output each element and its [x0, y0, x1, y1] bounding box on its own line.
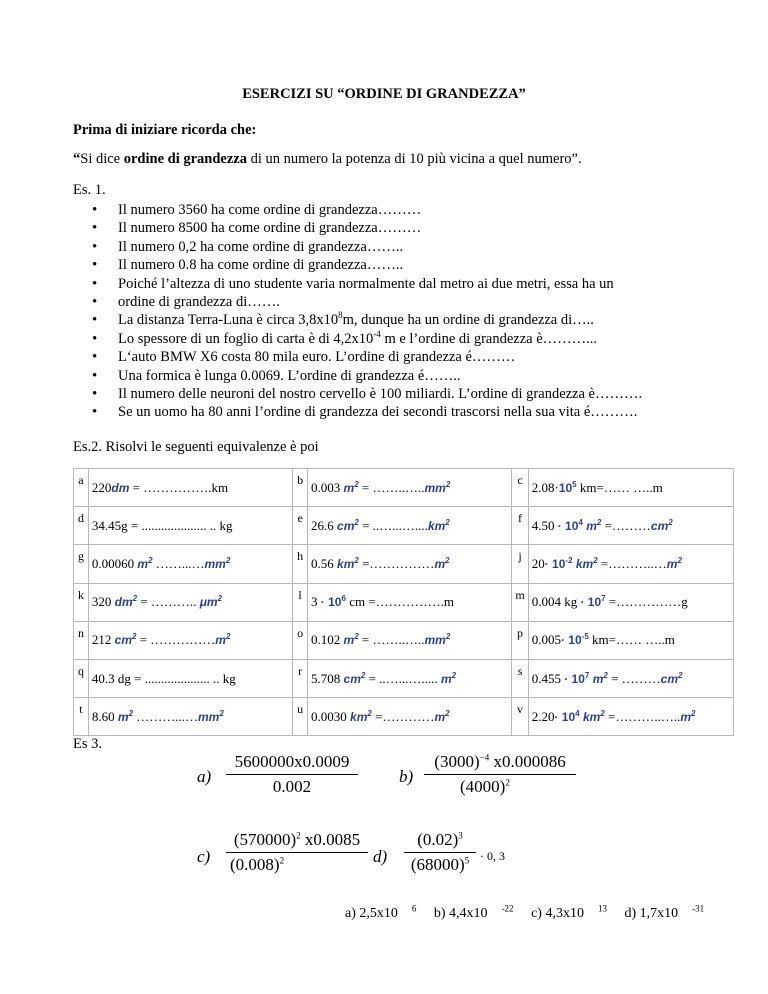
fraction-bar — [226, 852, 368, 853]
expr-b-den-exp: 2 — [505, 777, 510, 788]
eq-unit: $km^2$ — [427, 517, 450, 533]
eq-text: = ……..….. — [358, 479, 425, 495]
exercise-letter: m — [512, 583, 528, 621]
definition-text — [73, 151, 582, 168]
expr-a-letter: a) — [197, 767, 212, 786]
exercise-cell — [88, 469, 292, 507]
exercise-cell — [88, 583, 292, 621]
eq-power: · $10^7$ — [580, 594, 606, 610]
eq-unit: $m^2$ — [137, 555, 153, 571]
expr-d-fraction — [404, 830, 476, 875]
eq-text: 212 — [91, 632, 115, 648]
exercise-letter: k — [74, 583, 89, 621]
exercise-cell — [308, 698, 512, 736]
table-row — [74, 621, 734, 659]
item-text: m e l’ordine di grandezza è………... — [380, 330, 598, 347]
definition-post: di un numero la potenza di 10 più vicina a quel numero”. — [247, 151, 582, 167]
eq-power: · $10^6$ — [320, 594, 346, 610]
fraction-bar — [404, 852, 476, 853]
eq-unit: $mm^2$ — [198, 708, 224, 724]
eq-text: km=…… …..m — [576, 479, 663, 495]
eq-unit: $km^2$ — [350, 708, 372, 724]
eq-text: cm =…………….m — [345, 594, 455, 610]
answer-c — [531, 903, 607, 921]
eq-text: 0.004 kg — [531, 594, 581, 610]
exercise-letter: v — [512, 698, 528, 736]
exercise-letter: t — [74, 698, 89, 736]
list-item: • ordine di grandezza di……. — [90, 293, 642, 311]
expr-d-numerator — [404, 830, 476, 850]
list-item: • Il numero 8500 ha come ordine di grandezza……… — [90, 219, 642, 237]
expr-a-numerator: 5600000x0.0009 — [234, 752, 350, 771]
eq-unit: $m^2$ — [666, 555, 682, 571]
eq-text: km=…… …..m — [588, 632, 675, 648]
exercise-cell — [308, 621, 512, 659]
eq-text: = ……….. — [137, 594, 200, 610]
exercise-letter: p — [512, 621, 528, 659]
exercise-letter: g — [74, 545, 89, 583]
exercise-cell — [528, 621, 733, 659]
definition-term: ordine di grandezza — [123, 151, 247, 167]
es2-label: Es.2. Risolvi le seguenti equivalenze è poi — [73, 439, 319, 455]
exercise-cell — [528, 545, 733, 583]
eq-text: 0.0030 — [311, 708, 351, 724]
eq-text: 0.003 — [311, 479, 344, 495]
es3-label: Es 3. — [73, 736, 102, 752]
eq-text: =………..… — [597, 555, 667, 571]
eq-unit: $m^2$ — [680, 708, 696, 724]
eq-unit: $m^2$ — [582, 517, 602, 533]
exercise-cell — [88, 545, 292, 583]
expr-c-denominator — [226, 855, 368, 875]
answer-exponent: -22 — [501, 903, 514, 914]
exercise-cell — [528, 698, 733, 736]
eq-unit: $\mu m^2$ — [199, 594, 223, 610]
exercise-letter: d — [74, 507, 89, 545]
eq-text: ………...… — [133, 708, 199, 724]
expr-b-num-base: (3000) — [434, 752, 480, 771]
eq-unit: $km^2$ — [579, 708, 605, 724]
item-text: Lo spessore di un foglio di carta è di 4,2x10 — [118, 330, 374, 347]
answer-exponent: -31 — [692, 903, 705, 914]
expr-c-num-base: (570000) — [233, 830, 297, 849]
eq-unit: $km^2$ — [337, 555, 359, 571]
exercise-letter: c — [512, 469, 528, 507]
eq-text: 3 — [311, 594, 321, 610]
expr-d-denominator — [404, 855, 476, 875]
eq-unit: dm — [111, 480, 130, 495]
exercise-letter: a — [74, 469, 89, 507]
list-item — [90, 330, 642, 348]
expr-c-numerator — [226, 830, 368, 850]
exercise-letter: u — [293, 698, 308, 736]
exercise-letter: n — [74, 621, 89, 659]
eq-unit: $dm^2$ — [114, 594, 138, 610]
item-exponent: 8 — [338, 310, 343, 321]
expr-c-fraction — [226, 830, 368, 875]
eq-unit: $cm^2$ — [337, 517, 359, 533]
eq-unit: $mm^2$ — [204, 555, 231, 571]
eq-unit: $km^2$ — [572, 555, 598, 571]
answer-text: c) 4,3x10 — [531, 906, 584, 921]
eq-unit: $m^2$ — [343, 632, 359, 648]
exercise-cell — [308, 469, 512, 507]
eq-unit: $cm^2$ — [660, 670, 683, 686]
eq-unit: $m^2$ — [343, 479, 359, 495]
eq-text: =……… — [601, 517, 651, 533]
answer-text: a) 2,5x10 — [345, 906, 398, 921]
exercise-letter: e — [293, 507, 308, 545]
table-row — [74, 545, 734, 583]
eq-text: 0.102 — [311, 632, 344, 648]
eq-text: =……………g — [605, 594, 688, 610]
exercise-letter: o — [293, 621, 308, 659]
exercise-letter: h — [293, 545, 308, 583]
table-row — [74, 698, 734, 736]
exercise-letter: s — [512, 659, 528, 697]
item-text: m, dunque ha un ordine di grandezza di….. — [342, 312, 594, 329]
expr-b-num-rest: x0.000086 — [489, 752, 566, 771]
eq-unit: $m^2$ — [215, 632, 231, 648]
exercise-cell — [528, 583, 733, 621]
exercise-cell — [88, 621, 292, 659]
expr-a-denominator: 0.002 — [272, 777, 312, 796]
expr-c-num-rest: x0.0085 — [300, 830, 361, 849]
exercise-cell — [528, 469, 733, 507]
expr-c-den-exp: 2 — [279, 855, 285, 866]
exercise-letter: l — [293, 583, 308, 621]
expr-a-fraction — [226, 752, 358, 797]
exercise-cell — [308, 545, 512, 583]
table-row — [74, 469, 734, 507]
answers-line — [345, 903, 718, 922]
expr-b-numerator — [424, 752, 576, 772]
eq-text: 4.50 — [531, 517, 558, 533]
eq-text: = ……..….. — [358, 632, 425, 648]
eq-unit: $cm^2$ — [114, 632, 137, 648]
item-text: La distanza Terra-Luna è circa 3,8x10 — [118, 312, 339, 329]
eq-unit: $m^2$ — [589, 670, 608, 686]
eq-text: 320 — [91, 594, 115, 610]
list-item: • Il numero 3560 ha come ordine di grandezza……… — [90, 201, 642, 219]
list-item: • Se un uomo ha 80 anni l’ordine di grandezza dei secondi trascorsi nella sua vita é………. — [90, 403, 642, 421]
list-item: • Il numero 0,2 ha come ordine di grandezza…….. — [90, 238, 642, 256]
table-row — [74, 507, 734, 545]
expr-b-fraction — [424, 752, 576, 797]
exercise-letter: f — [512, 507, 528, 545]
expr-d-num-exp: 3 — [458, 830, 463, 841]
exercise-letter: r — [293, 659, 308, 697]
eq-text: 220 — [91, 479, 112, 495]
expr-d-num-base: (0.02) — [417, 830, 459, 849]
eq-text: = ..…...….... — [358, 517, 428, 533]
answer-text: d) 1,7x10 — [624, 906, 679, 921]
expr-d-tail: · 0, 3 — [480, 849, 505, 863]
expr-c-den-base: (0.008) — [230, 855, 280, 874]
eq-text: = …………….km — [129, 479, 229, 495]
es1-label: Es. 1. — [73, 182, 106, 198]
definition-pre: Si dice — [80, 151, 124, 167]
eq-text: = ..…...…..... — [365, 670, 441, 686]
list-item: • Poiché l’altezza di uno studente varia normalmente dal metro ai due metri, essa ha un — [90, 275, 642, 293]
exercise-cell — [528, 507, 733, 545]
expr-d-letter: d) — [373, 847, 388, 866]
eq-text: =………..….. — [604, 708, 681, 724]
answer-a — [345, 903, 417, 921]
exercise-cell — [308, 507, 512, 545]
table-row — [74, 583, 734, 621]
eq-text: = ……… — [607, 670, 661, 686]
eq-power: · $10^{-5}$ — [560, 632, 589, 648]
list-item: • L‘auto BMW X6 costa 80 mila euro. L’ordine di grandezza é……… — [90, 348, 642, 366]
eq-power: $10^5$ — [558, 479, 577, 495]
expr-b-letter: b) — [399, 767, 414, 786]
eq-text: 5.708 — [311, 670, 344, 686]
eq-text: =………… — [371, 708, 435, 724]
eq-text: 2.20 — [531, 708, 555, 724]
expr-c-num-exp: 2 — [296, 830, 301, 841]
expr-c-letter: c) — [197, 847, 211, 866]
item-exponent: -4 — [373, 329, 381, 340]
list-item: • Il numero delle neuroni del nostro cervello è 100 miliardi. L’ordine di grandezza è………. — [90, 385, 642, 403]
eq-unit: $cm^2$ — [343, 670, 366, 686]
expr-b-denominator — [424, 777, 576, 797]
list-item — [90, 311, 642, 329]
eq-power: · $10^7$ — [564, 670, 590, 686]
answer-b — [433, 903, 514, 921]
eq-text: = …………… — [136, 632, 216, 648]
list-item: • Il numero 0.8 ha come ordine di grandezza…….. — [90, 256, 642, 274]
fraction-bar — [424, 774, 576, 775]
expr-d-den-base: (68000) — [410, 855, 465, 874]
exercise-letter: j — [512, 545, 528, 583]
eq-text: 0.56 — [311, 555, 338, 571]
eq-power: · $10^4$ — [554, 708, 580, 724]
eq-unit: $mm^2$ — [424, 479, 451, 495]
equivalences-table — [73, 468, 734, 736]
eq-unit: $m^2$ — [440, 670, 457, 686]
exercise-cell — [88, 698, 292, 736]
eq-power: · $10^{-2}$ — [544, 555, 573, 571]
expr-b-num-exp: −4 — [479, 752, 490, 763]
exercise-letter: q — [74, 659, 89, 697]
expr-d-den-exp: 5 — [464, 855, 470, 866]
eq-text: 0.005 — [531, 632, 561, 648]
expr-b-den-base: (4000) — [460, 777, 506, 796]
exercise-cell — [308, 583, 512, 621]
exercise-cell — [308, 659, 512, 697]
eq-text: 34.45g = .................... .. kg — [91, 517, 233, 533]
exercise-cell — [528, 659, 733, 697]
es1-list — [90, 201, 642, 422]
eq-unit: $cm^2$ — [650, 517, 673, 533]
eq-text: 26.6 — [311, 517, 338, 533]
eq-text: 8.60 — [91, 708, 118, 724]
eq-unit: $mm^2$ — [424, 632, 451, 648]
table-row — [74, 659, 734, 697]
page-title: ESERCIZI SU “ORDINE DI GRANDEZZA” — [242, 86, 526, 102]
eq-unit: $m^2$ — [434, 708, 450, 724]
answer-d — [624, 903, 705, 921]
eq-unit: $m^2$ — [117, 708, 134, 724]
eq-text: 0.455 — [531, 670, 565, 686]
fraction-bar — [226, 774, 358, 775]
eq-text: 20 — [531, 555, 545, 571]
eq-text: 2.08· — [531, 479, 559, 495]
intro-heading: Prima di iniziare ricorda che: — [73, 122, 257, 138]
eq-text: 0.00060 — [91, 555, 138, 571]
list-item: • Una formica è lunga 0.0069. L’ordine di grandezza é…….. — [90, 367, 642, 385]
eq-power: · $10^4$ — [557, 517, 583, 533]
answer-exponent: 13 — [597, 903, 607, 914]
exercise-cell — [88, 507, 292, 545]
eq-text: 40.3 dg = .................... .. kg — [91, 670, 236, 686]
eq-text: =…………… — [358, 555, 435, 571]
answer-text: b) 4,4x10 — [433, 906, 488, 921]
eq-unit: $m^2$ — [434, 555, 450, 571]
definition-open-quote: “ — [73, 151, 81, 167]
exercise-cell — [88, 659, 292, 697]
answer-exponent: 6 — [411, 903, 417, 914]
exercise-letter: b — [293, 469, 308, 507]
eq-text: ……...… — [152, 555, 205, 571]
